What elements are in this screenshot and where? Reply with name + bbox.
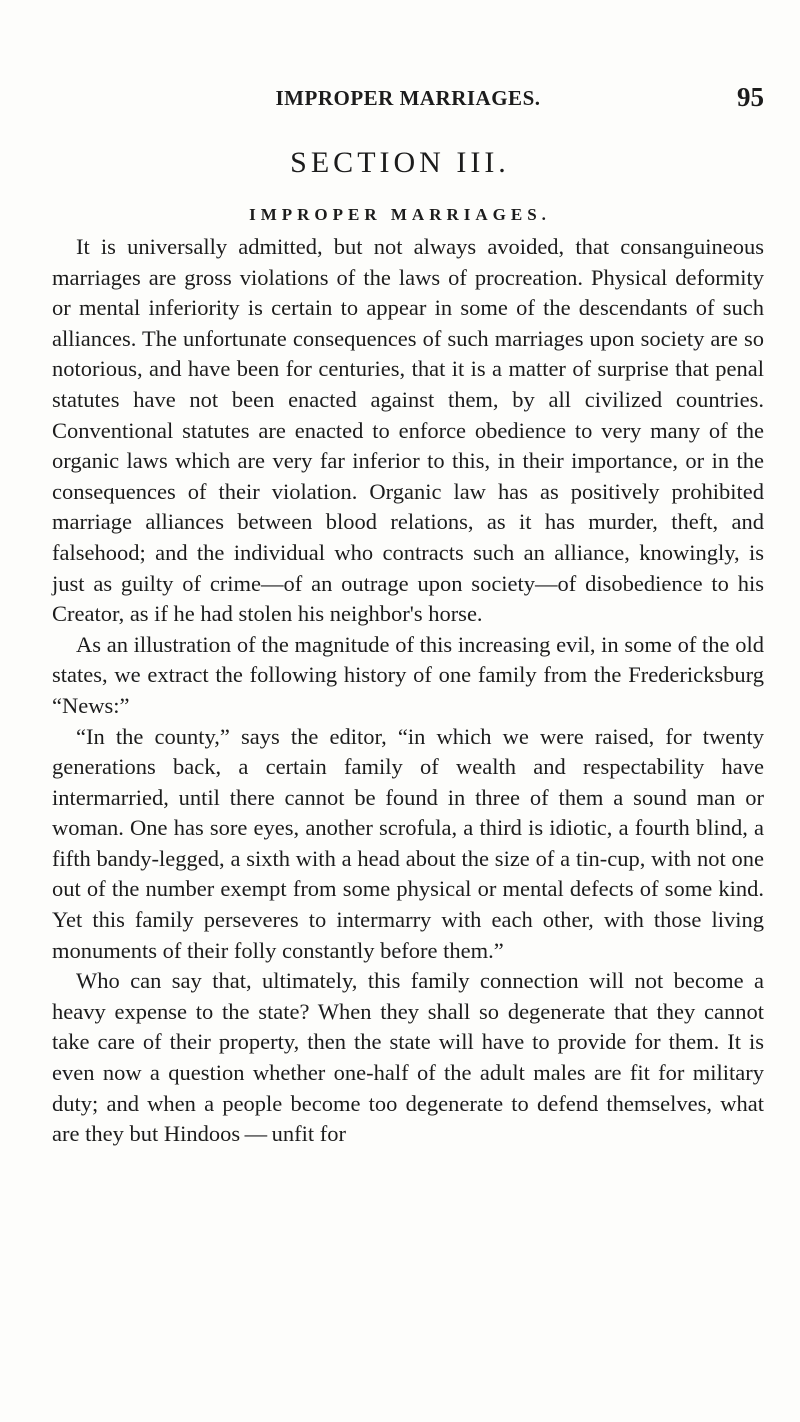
paragraph-state-expense: Who can say that, ultimately, this family connection will not become a heavy expense to the state? When they shall so degenerate that they cannot take care of their property, then the state will have to provide for them. It is even now a question whether one-half of the adult males are fit for military duty; and when a people become too degenerate to defend themselves, what are they but Hindoos — unfit for — [52, 968, 764, 1147]
section-subheading: IMPROPER MARRIAGES. — [249, 205, 551, 224]
section-heading: SECTION III. — [290, 146, 510, 179]
running-head — [52, 82, 764, 116]
paragraph-illustration: As an illustration of the magnitude of this increasing evil, in some of the old states, we extract the following history of one family from the Fredericksburg “News:” — [52, 631, 764, 718]
page-number: 95 — [737, 82, 764, 112]
paragraph-quoted-history: “In the county,” says the editor, “in which we were raised, for twenty generations back, a certain family of wealth and respectability have intermarried, until there cannot be found in three of them a sound man or woman. One has sore eyes, another scrofula, a third is idiotic, a fourth blind, a fifth bandy-legged, a sixth with a head about the size of a tin-cup, with not one out of the number exempt from some physical or mental defects of some kind. Yet this family perseveres to intermarry with each other, with those living monuments of their folly constantly before them.” — [52, 723, 764, 963]
running-title: IMPROPER MARRIAGES. — [275, 86, 541, 110]
body-text — [52, 232, 764, 1150]
paragraph-consanguineous-marriages: It is universally admitted, but not always avoided, that consanguineous marriages are gross violations of the laws of procreation. Physical deformity or mental inferiority is certain to appear in some of the descendants of such alliances. The unfortunate consequences of such marriages upon society are so notorious, and have been for centuries, that it is a matter of surprise that penal statutes have not been enacted against them, by all civilized countries. Conventional statutes are enacted to enforce obedience to very many of the organic laws which are very far inferior to this, in their importance, or in the consequences of their violation. Organic law has as positively prohibited marriage alliances between blood relations, as it has murder, theft, and falsehood; and the individual who contracts such an alliance, knowingly, is just as guilty of crime—of an outrage upon society—of disobedience to his Creator, as if he had stolen his neighbor's horse. — [52, 234, 764, 627]
